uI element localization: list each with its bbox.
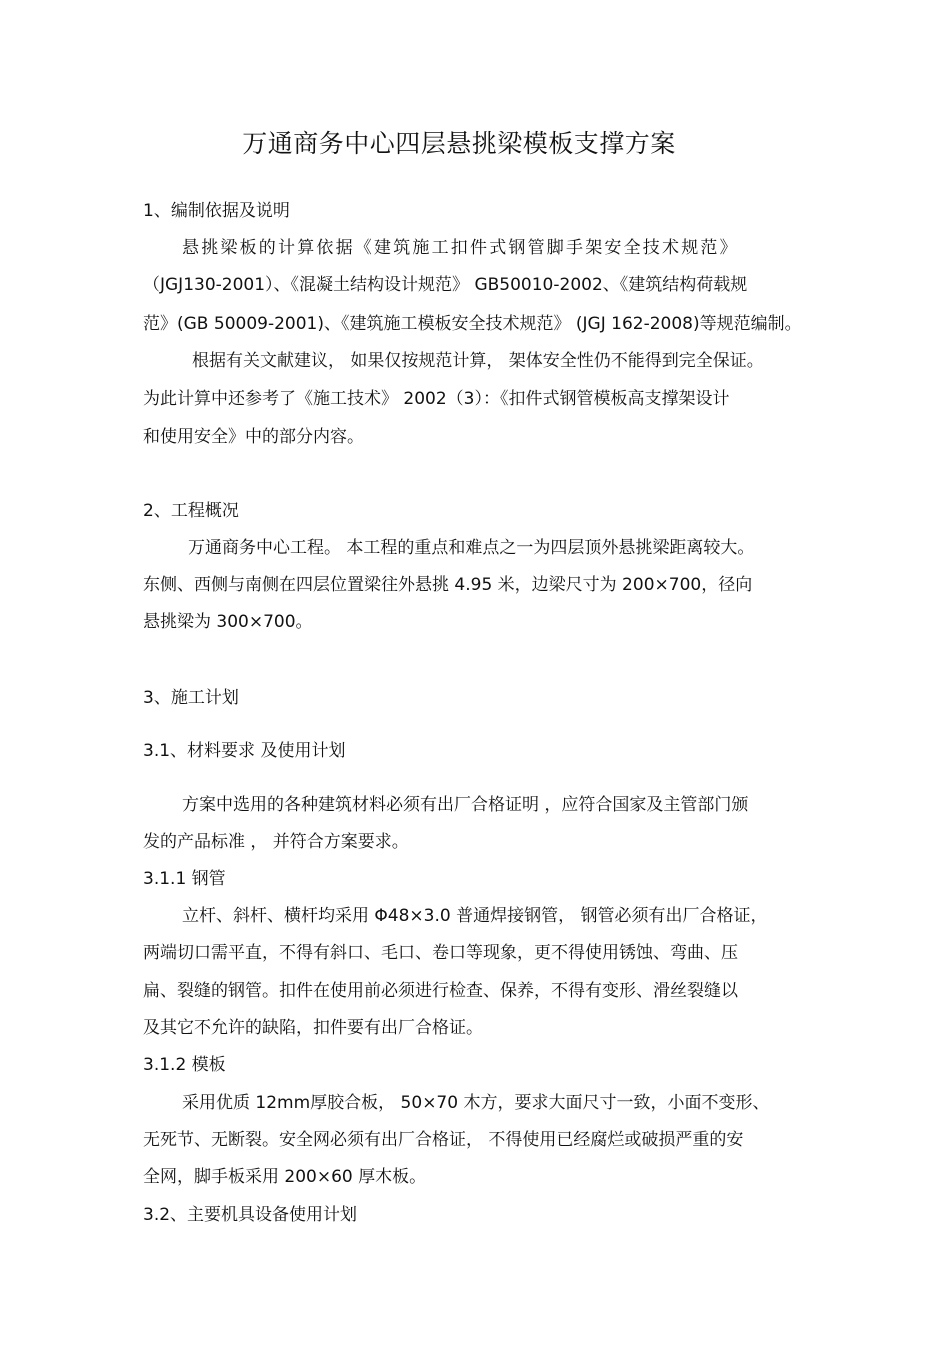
document-title: 万通商务中心四层悬挑梁模板支撑方案 bbox=[242, 129, 676, 158]
paragraph-line: 全网，脚手板采用 200×60 厚木板。 bbox=[143, 1167, 427, 1187]
subsection-heading-3-1: 3.1、材料要求 及使用计划 bbox=[143, 741, 346, 761]
paragraph-line: 发的产品标准 ， 并符合方案要求。 bbox=[143, 832, 409, 852]
section-heading-1: 1、编制依据及说明 bbox=[143, 201, 290, 221]
paragraph-line: （JGJ130-2001）、《混凝土结构设计规范》 GB50010-2002、《建筑结构荷载规 bbox=[143, 275, 748, 295]
paragraph-line: 及其它不允许的缺陷，扣件要有出厂合格证。 bbox=[143, 1018, 483, 1038]
paragraph-line: 采用优质 12mm厚胶合板， 50×70 木方，要求大面尺寸一致，小面不变形、 bbox=[182, 1093, 770, 1113]
paragraph-line: 悬挑梁为 300×700。 bbox=[143, 612, 313, 632]
paragraph-line: 方案中选用的各种建筑材料必须有出厂合格证明 ，应符合国家及主管部门颁 bbox=[182, 795, 749, 815]
subsection-heading-3-1-1: 3.1.1 钢管 bbox=[143, 869, 226, 889]
subsection-heading-3-2: 3.2、主要机具设备使用计划 bbox=[143, 1205, 358, 1225]
paragraph-line: 根据有关文献建议， 如果仅按规范计算， 架体安全性仍不能得到完全保证。 bbox=[192, 351, 764, 371]
paragraph-line: 东侧、西侧与南侧在四层位置梁往外悬挑 4.95 米，边梁尺寸为 200×700，径向 bbox=[143, 575, 753, 595]
paragraph-line: 悬挑梁板的计算依据《建筑施工扣件式钢管脚手架安全技术规范》 bbox=[182, 238, 739, 258]
paragraph-line: 范》(GB 50009-2001)、《建筑施工模板安全技术规范》 (JGJ 162-2008)等规范编制。 bbox=[143, 314, 802, 334]
paragraph-line: 立杆、斜杆、横杆均采用 Φ48×3.0 普通焊接钢管， 钢管必须有出厂合格证， bbox=[182, 906, 768, 926]
section-heading-3: 3、施工计划 bbox=[143, 688, 239, 708]
paragraph-line: 两端切口需平直，不得有斜口、毛口、卷口等现象，更不得使用锈蚀、弯曲、压 bbox=[143, 943, 738, 963]
paragraph-line: 万通商务中心工程。 本工程的重点和难点之一为四层顶外悬挑梁距离较大。 bbox=[188, 538, 755, 558]
paragraph-line: 和使用安全》中的部分内容。 bbox=[143, 427, 364, 447]
paragraph-line: 为此计算中还参考了《施工技术》 2002（3）：《扣件式钢管模板高支撑架设计 bbox=[143, 389, 730, 409]
subsection-heading-3-1-2: 3.1.2 模板 bbox=[143, 1055, 226, 1075]
paragraph-line: 扁、裂缝的钢管。扣件在使用前必须进行检查、保养，不得有变形、滑丝裂缝以 bbox=[143, 981, 738, 1001]
section-heading-2: 2、工程概况 bbox=[143, 501, 239, 521]
paragraph-line: 无死节、无断裂。安全网必须有出厂合格证， 不得使用已经腐烂或破损严重的安 bbox=[143, 1130, 744, 1150]
